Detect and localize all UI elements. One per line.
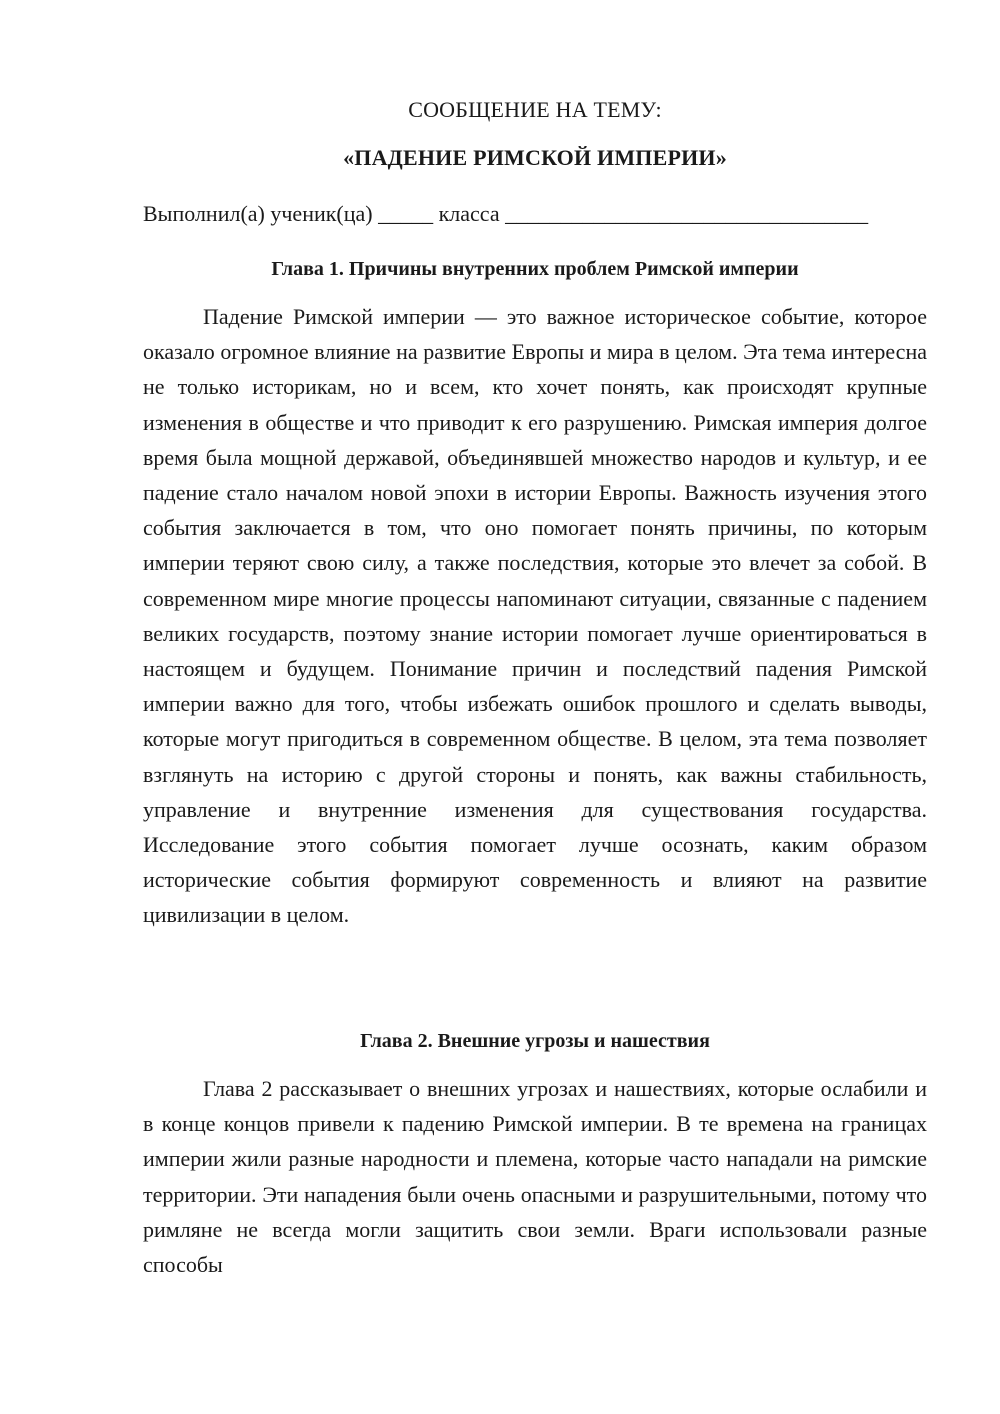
chapter1-heading: Глава 1. Причины внутренних проблем Римской империи (271, 258, 799, 280)
author-signature-line: Выполнил(а) ученик(ца) _____ класса _________________________________ (143, 201, 869, 226)
chapter1-paragraph: Падение Римской империи — это важное историческое событие, которое оказало огромное влияние на развитие Европы и мира в целом. Эта тема интересна не только историкам, но и всем, кто хочет понять, как происходят крупные изменения в обществе и что приводит к его разрушению. Римская империя долгое время была мощной державой, объединявшей множество народов и культур, и ее падение стало началом новой эпохи в истории Европы. Важность изучения этого события заключается в том, что оно помогает понять причины, по которым империи теряют свою силу, а также последствия, которые это влечет за собой. В современном мире многие процессы напоминают ситуации, связанные с падением великих государств, поэтому знание истории помогает лучше ориентироваться в настоящем и будущем. Понимание причин и последствий падения Римской империи важно для того, чтобы избежать ошибок прошлого и сделать выводы, которые могут пригодиться в современном обществе. В целом, эта тема позволяет взглянуть на историю с другой стороны и понять, как важны стабильность, управление и внутренние изменения для существования государства. Исследование этого события помогает лучше осознать, каким образом исторические события формируют современность и влияют на развитие цивилизации в целом. (143, 304, 927, 928)
document-title-line2: «ПАДЕНИЕ РИМСКОЙ ИМПЕРИИ» (343, 145, 727, 170)
chapter2-heading: Глава 2. Внешние угрозы и нашествия (360, 1030, 710, 1052)
chapter2-paragraph: Глава 2 рассказывает о внешних угрозах и нашествиях, которые ослабили и в конце концов привели к падению Римской империи. В те времена на границах империи жили разные народности и племена, которые часто нападали на римские территории. Эти нападения были очень опасными и разрушительными, потому что римляне не всегда могли защитить свои земли. Враги использовали разные способы (143, 1076, 927, 1278)
document-title-line1: СООБЩЕНИЕ НА ТЕМУ: (408, 97, 662, 122)
